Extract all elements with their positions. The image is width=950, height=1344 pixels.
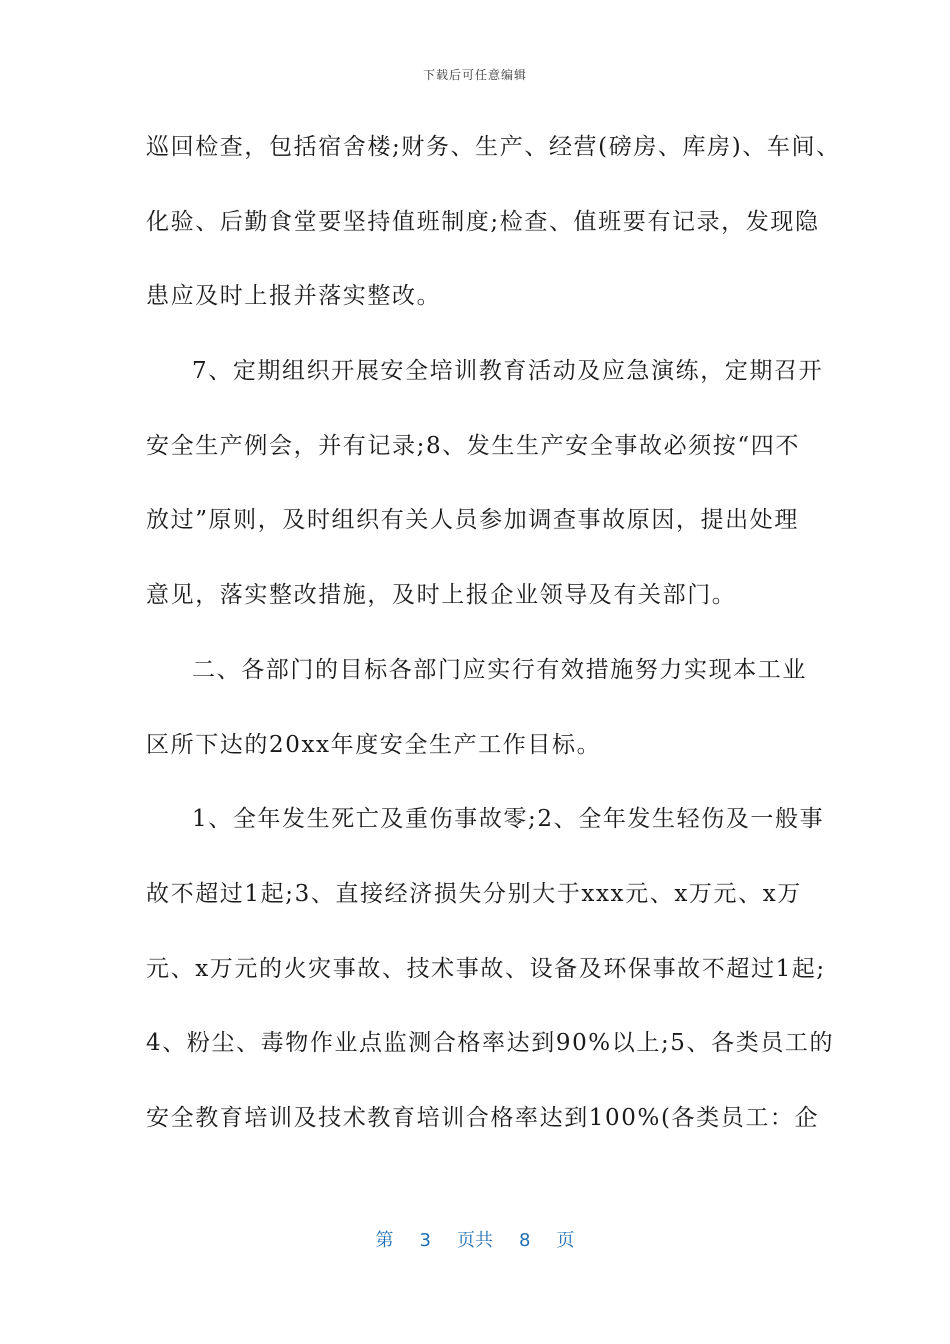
footer-page-current: 3: [419, 1230, 431, 1251]
footer-middle: 页共: [457, 1230, 493, 1251]
paragraph-start-line: 7、定期组织开展安全培训教育活动及应急演练，定期召开: [192, 358, 824, 385]
text-line: 巡回检查，包括宿舍楼;财务、生产、经营(磅房、库房)、车间、: [146, 134, 841, 160]
text-line: 安全生产例会，并有记录;8、发生生产安全事故必须按“四不: [146, 432, 800, 459]
footer-suffix: 页: [556, 1230, 575, 1251]
text-line: 放过”原则，及时组织有关人员参加调查事故原因，提出处理: [146, 507, 799, 534]
text-line: 意见，落实整改措施，及时上报企业领导及有关部门。: [146, 582, 737, 609]
paragraph-start-line: 1、全年发生死亡及重伤事故零;2、全年发生轻伤及一般事: [192, 806, 825, 833]
paragraph-start-line: 二、各部门的目标各部门应实行有效措施努力实现本工业: [192, 656, 807, 683]
body-text: [146, 124, 841, 1170]
footer-prefix: 第: [375, 1230, 394, 1251]
text-line: 安全教育培训及技术教育培训合格率达到100%(各类员工：企: [146, 1104, 820, 1131]
page-footer: [0, 1226, 950, 1252]
text-line: 4、粉尘、毒物作业点监测合格率达到90%以上;5、各类员工的: [146, 1030, 835, 1057]
text-line: 元、x万元的火灾事故、技术事故、设备及环保事故不超过1起;: [146, 955, 826, 982]
footer-page-total: 8: [519, 1230, 531, 1251]
header-note: 下载后可任意编辑: [422, 68, 527, 82]
text-line: 患应及时上报并落实整改。: [146, 283, 442, 310]
text-line: 故不超过1起;3、直接经济损失分别大于xxx元、x万元、x万: [146, 880, 802, 907]
text-line: 化验、后勤食堂要坚持值班制度;检查、值班要有记录，发现隐: [146, 208, 820, 235]
text-line: 区所下达的20xx年度安全生产工作目标。: [146, 731, 602, 758]
